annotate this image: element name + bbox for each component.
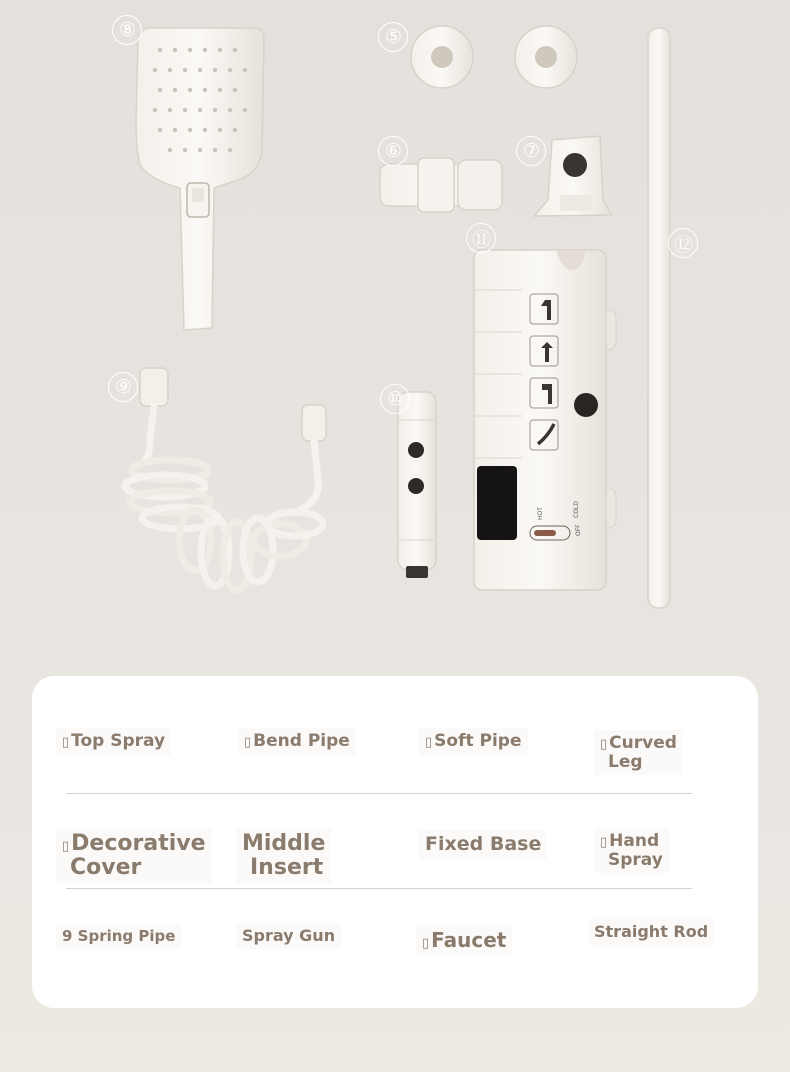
missing-glyph-icon: ▯ <box>62 839 70 854</box>
marker-7: ⑦ <box>516 136 546 166</box>
faucet-cold-label: COLD <box>573 501 580 518</box>
middle-insert <box>380 158 502 212</box>
label-curved-leg: ▯ Curved Leg <box>594 730 683 775</box>
spring-pipe <box>125 368 326 590</box>
label-middle-insert: Middle Insert <box>236 828 331 884</box>
marker-11: ⑪ <box>466 223 496 253</box>
missing-glyph-icon: ▯ <box>244 735 252 750</box>
marker-10: ⑩ <box>380 384 410 414</box>
label-spray-gun: Spray Gun <box>236 923 341 949</box>
label-soft-pipe: ▯ Soft Pipe <box>419 728 528 755</box>
missing-glyph-icon: ▯ <box>600 737 608 752</box>
hand-shower-head <box>136 28 264 330</box>
label-top-spray: ▯ Top Spray <box>56 728 171 755</box>
missing-glyph-icon: ▯ <box>422 936 430 951</box>
missing-glyph-icon: ▯ <box>62 735 70 750</box>
faucet-body <box>474 250 616 590</box>
row-divider <box>66 888 692 889</box>
faucet-off-label: OFF <box>575 524 582 536</box>
marker-6: ⑥ <box>378 136 408 166</box>
spray-gun <box>398 392 436 578</box>
marker-5: ⑤ <box>378 22 408 52</box>
label-fixed-base: Fixed Base <box>419 830 547 859</box>
faucet-hot-label: HOT <box>537 507 544 520</box>
marker-9: ⑨ <box>108 372 138 402</box>
row-divider <box>66 793 692 794</box>
missing-glyph-icon: ▯ <box>600 835 608 850</box>
parts-legend-card <box>32 676 758 1008</box>
label-hand-spray: ▯ Hand Spray <box>594 828 669 873</box>
label-faucet: ▯ Faucet <box>416 925 512 955</box>
label-decorative-cover: ▯Decorative Cover <box>56 828 212 884</box>
label-spring-pipe: 9 Spring Pipe <box>56 924 181 949</box>
label-straight-rod: Straight Rod <box>588 919 714 945</box>
label-bend-pipe: ▯ Bend Pipe <box>238 728 356 755</box>
marker-12: ⑫ <box>668 228 698 258</box>
decorative-covers <box>411 26 577 88</box>
marker-8: ⑧ <box>112 15 142 45</box>
straight-rod <box>648 28 670 608</box>
missing-glyph-icon: ▯ <box>425 735 433 750</box>
